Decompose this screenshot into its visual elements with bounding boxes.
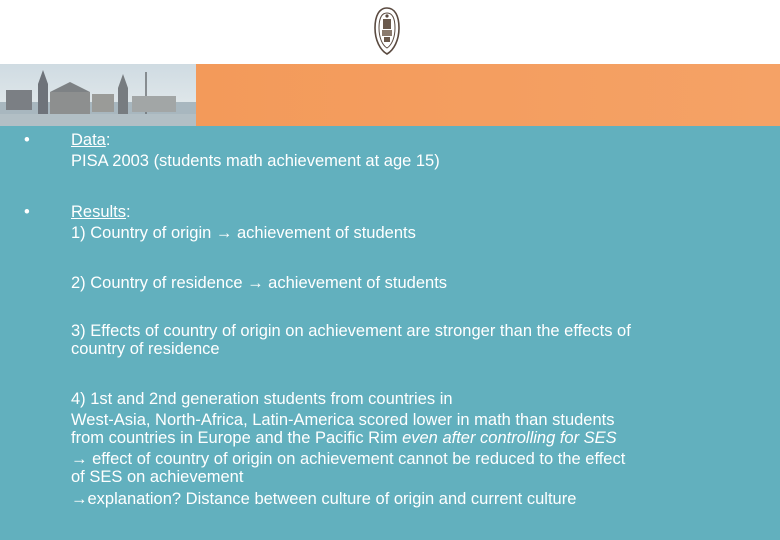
result-3-line-1: 3) Effects of country of origin on achievement are stronger than the effects of — [71, 322, 631, 340]
heading-colon: : — [126, 203, 131, 221]
university-seal-icon — [372, 6, 402, 56]
result-4-line-6: →explanation? Distance between culture of origin and current culture — [71, 490, 577, 508]
banner — [0, 64, 780, 126]
bullet-heading: Data — [71, 131, 106, 149]
result-4-line-3-italic: even after controlling for SES — [402, 429, 617, 447]
result-4-line-4: → effect of country of origin on achievement cannot be reduced to the effect — [71, 450, 626, 468]
result-4-line-1: 4) 1st and 2nd generation students from countries in — [71, 390, 453, 408]
result-3-line-2: country of residence — [71, 340, 220, 358]
result-2 — [71, 274, 761, 292]
city-skyline-photo — [0, 64, 196, 126]
bullet-line: PISA 2003 (students math achievement at age 15) — [71, 152, 440, 170]
result-4-line-3 — [71, 429, 761, 447]
header-bar — [0, 0, 780, 64]
result-4-line-5: of SES on achievement — [71, 468, 244, 486]
bullet-heading: Results — [71, 203, 127, 221]
slide-content — [0, 126, 780, 540]
bullet-line: 1) Country of origin → achievement of students — [71, 224, 416, 242]
banner-accent — [196, 64, 780, 126]
result-4 — [71, 390, 761, 508]
result-2-text: 2) Country of residence → achievement of students — [71, 274, 448, 292]
result-4-line-2: West-Asia, North-Africa, Latin-America scored lower in math than students — [71, 411, 615, 429]
heading-colon: : — [105, 131, 111, 149]
result-4-line-3-plain: from countries in Europe and the Pacific Rim — [71, 429, 403, 447]
bullet-marker: • — [24, 131, 30, 149]
bullet-marker: • — [24, 203, 30, 221]
result-3 — [71, 322, 761, 358]
